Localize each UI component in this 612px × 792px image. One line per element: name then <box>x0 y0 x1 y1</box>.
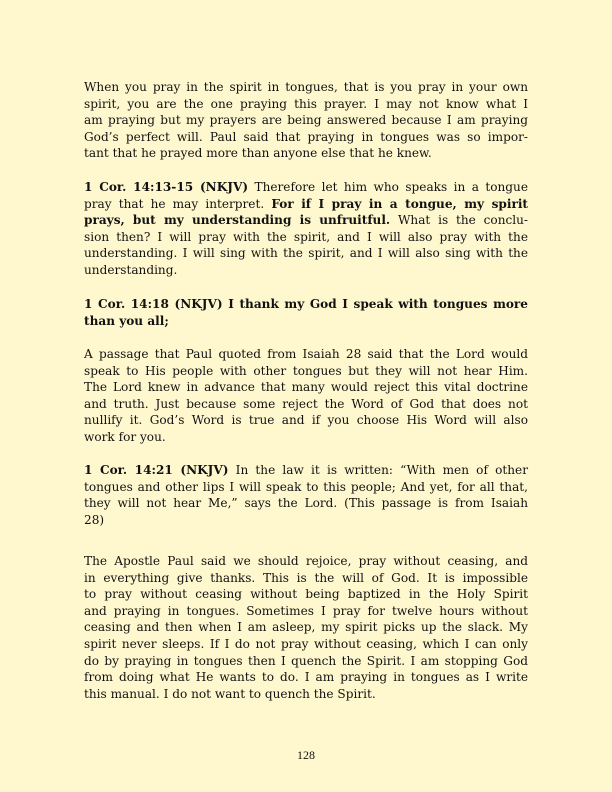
text-line <box>84 296 528 313</box>
text-line <box>84 262 528 279</box>
paragraph-isaiah-28 <box>84 346 528 446</box>
text-line <box>84 79 528 96</box>
bold-text: 1 Cor. 14:21 (NKJV) <box>84 463 229 477</box>
body-text: The Apostle Paul said we should rejoice, pray without ceasing, and <box>84 554 528 568</box>
body-text: speak to His people with other tongues but they will not hear Him. <box>84 363 528 378</box>
bold-text: For if I pray in a tongue, my spirit <box>271 196 528 211</box>
body-text: pray that he may interpret. <box>84 196 272 211</box>
body-text: to pray without ceasing without being baptized in the Holy Spirit <box>84 587 528 602</box>
text-line <box>84 462 528 479</box>
bold-text: 1 Cor. 14:18 (NKJV) I thank my God I speak with tongues more <box>84 297 528 311</box>
bold-text: than you all; <box>84 313 169 328</box>
text-line <box>84 512 528 529</box>
body-text: Therefore let him who speaks in a tongue <box>248 180 528 194</box>
body-text: from doing what He wants to do. I am praying in tongues as I write <box>84 670 528 685</box>
body-text: ceasing and then when I am asleep, my spirit picks up the slack. My <box>84 620 528 635</box>
text-line <box>84 313 528 330</box>
bold-text: 1 Cor. 14:13-15 (NKJV) <box>84 180 249 194</box>
text-line <box>84 145 528 162</box>
body-text: What is the conclu- <box>390 213 529 228</box>
body-text: spirit never sleeps. If I do not pray without ceasing, which I can only <box>84 636 528 651</box>
scripture-1-cor-14-21 <box>84 462 528 528</box>
body-text: God’s perfect will. Paul said that praying in tongues was so impor- <box>84 129 528 144</box>
body-text: this manual. I do not want to quench the Spirit. <box>84 686 376 701</box>
text-line <box>84 112 528 129</box>
text-line <box>84 179 528 196</box>
body-text: tongues and other lips I will speak to this people; And yet, for all that, <box>84 479 528 494</box>
scripture-1-cor-14-13-15 <box>84 179 528 279</box>
body-text: The Lord knew in advance that many would reject this vital doctrine <box>84 380 528 395</box>
text-line <box>84 479 528 496</box>
text-line <box>84 379 528 396</box>
body-text: they will not hear Me,” says the Lord. (This passage is from Isaiah <box>84 496 528 511</box>
text-line <box>84 129 528 146</box>
body-text: 28) <box>84 512 105 527</box>
body-text: work for you. <box>84 429 166 444</box>
text-line <box>84 636 528 653</box>
text-line <box>84 96 528 113</box>
body-text: am praying but my prayers are being answered because I am praying <box>84 113 528 128</box>
body-text: understanding. <box>84 262 178 277</box>
body-text: In the law it is written: “With men of other <box>228 463 528 477</box>
text-line <box>84 212 528 229</box>
page-number: 128 <box>297 748 315 762</box>
text-line <box>84 346 528 363</box>
body-text: understanding. I will sing with the spirit, and I will also sing with the <box>84 246 528 261</box>
text-line <box>84 653 528 670</box>
body-text: A passage that Paul quoted from Isaiah 28 said that the Lord would <box>84 347 528 361</box>
text-line <box>84 196 528 213</box>
paragraph-pray-without-ceasing <box>84 553 528 702</box>
text-line <box>84 396 528 413</box>
text-line <box>84 495 528 512</box>
text-line <box>84 245 528 262</box>
body-text: in everything give thanks. This is the will of God. It is impossible <box>84 570 528 585</box>
text-line <box>84 669 528 686</box>
text-line <box>84 619 528 636</box>
body-text: do by praying in tongues then I quench the Spirit. I am stopping God <box>84 653 528 668</box>
text-line <box>84 603 528 620</box>
text-line <box>84 570 528 587</box>
text-line <box>84 686 528 703</box>
text-line <box>84 229 528 246</box>
scripture-1-cor-14-18 <box>84 296 528 329</box>
body-text: and truth. Just because some reject the Word of God that does not <box>84 396 528 411</box>
text-line <box>84 363 528 380</box>
body-text: spirit, you are the one praying this prayer. I may not know what I <box>84 96 528 111</box>
body-text: and praying in tongues. Sometimes I pray for twelve hours without <box>84 603 528 618</box>
paragraph-intro <box>84 79 528 162</box>
body-text: When you pray in the spirit in tongues, that is you pray in your own <box>84 80 528 94</box>
text-line <box>84 412 528 429</box>
body-text: sion then? I will pray with the spirit, and I will also pray with the <box>84 229 528 244</box>
text-line <box>84 553 528 570</box>
text-line <box>84 429 528 446</box>
body-text: tant that he prayed more than anyone else that he knew. <box>84 146 432 161</box>
body-text: nullify it. God’s Word is true and if you choose His Word will also <box>84 413 528 428</box>
text-line <box>84 586 528 603</box>
bold-text: prays, but my understanding is unfruitful. <box>84 213 391 228</box>
